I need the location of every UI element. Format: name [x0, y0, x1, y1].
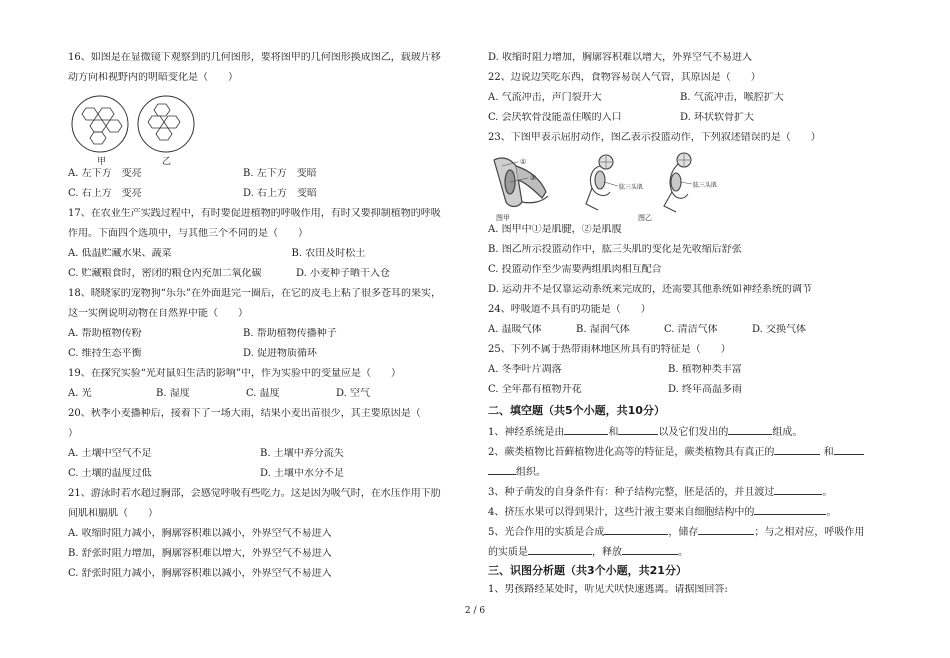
- q24-option-d[interactable]: D. 交换气体: [752, 324, 807, 335]
- q20-option-a[interactable]: A. 土壤中空气不足: [68, 448, 152, 459]
- q21-option-a[interactable]: A. 收缩时阻力减小，胸廓容积难以减小，外界空气不易进入: [68, 528, 332, 539]
- fill-2-blank-1[interactable]: [774, 444, 820, 455]
- q16-option-b[interactable]: B. 左下方 变暗: [243, 168, 317, 179]
- q25-option-c[interactable]: C. 全年都有植物开花: [488, 384, 582, 395]
- q17-option-a[interactable]: A. 低温贮藏水果、蔬菜: [68, 248, 172, 259]
- q21-stem-cont: 间肌和膈肌（ ）: [68, 508, 158, 519]
- fill-1-text-c: 以及它们发出的: [658, 427, 729, 438]
- q17-options-2: [68, 268, 468, 288]
- q17-option-c[interactable]: C. 贮藏粮食时，密闭的粮仓内充加二氧化碳: [68, 268, 262, 279]
- q19-option-b[interactable]: B. 湿度: [156, 388, 190, 399]
- fill-4-text-b: 。: [826, 507, 837, 518]
- fill-5-blank-3[interactable]: [528, 544, 592, 555]
- fig23-label-b: 图乙: [638, 214, 652, 222]
- section-2-title: 二、填空题（共5个小题，共10分）: [488, 404, 665, 417]
- q23-option-d[interactable]: D. 运动并不是仅靠运动系统来完成的，还需要其他系统如神经系统的调节: [488, 284, 813, 295]
- q21-option-b[interactable]: B. 舒张时阻力增加，胸廓容积难以增大，外界空气不易进入: [68, 548, 332, 559]
- fig23-muscle-label-b: 肱三头肌: [693, 182, 718, 189]
- q25-option-d[interactable]: D. 终年高温多雨: [668, 384, 743, 395]
- q18-stem: 18、晓晓家的宠物狗“乐乐”在外面逛完一圈后，在它的皮毛上粘了很多苍耳的果实，: [68, 288, 441, 299]
- q19-stem: 19、在探究实验“光对鼠妇生活的影响”中，作为实验中的变量应是（ ）: [68, 368, 401, 379]
- fig23-label-a: 图甲: [496, 214, 510, 222]
- fill-1-blank-1[interactable]: [564, 424, 608, 435]
- fill-2-text-b: 和: [823, 447, 834, 458]
- q25-option-b[interactable]: B. 植物种类丰富: [668, 364, 742, 375]
- q23-stem: 23、下图甲表示屈肘动作，图乙表示投篮动作，下列叙述错误的是（ ）: [488, 132, 821, 143]
- q25-options-2: [488, 384, 884, 404]
- fill-2-blank-3[interactable]: [488, 464, 516, 475]
- q18-option-d[interactable]: D. 促进物质循环: [243, 348, 318, 359]
- q24-options: [488, 324, 884, 344]
- fill-5-blank-4[interactable]: [622, 544, 678, 555]
- fill-3-text-a: 3、种子萌发的自身条件有：种子结构完整，胚是活的，并且渡过: [488, 487, 775, 498]
- q20-stem: 20、秋季小麦播种后，接着下了一场大雨，结果小麦出苗很少，其主要原因是（: [68, 408, 421, 419]
- fill-5-text-d: 的实质是: [488, 547, 528, 558]
- q16-options: [68, 168, 468, 188]
- fill-4: [488, 504, 884, 524]
- fill-1-blank-2[interactable]: [618, 424, 658, 435]
- q18-option-a[interactable]: A. 帮助植物传粉: [68, 328, 142, 339]
- q23-figure: [488, 152, 884, 224]
- q20-options-2: [68, 468, 468, 488]
- fill-2-blank-2[interactable]: [834, 444, 864, 455]
- arm-muscle-figure: [488, 152, 728, 224]
- q21-stem: 21、游泳时若水超过胸部，会感觉呼吸有些吃力。这是因为吸气时，在水压作用下肋: [68, 488, 441, 499]
- q19-option-a[interactable]: A. 光: [68, 388, 92, 399]
- q18-stem-cont: 这一实例说明动物在自然界中能（ ）: [68, 308, 248, 319]
- fill-1-blank-3[interactable]: [728, 424, 772, 435]
- fill-5-cont: [488, 544, 884, 564]
- fill-1: [488, 424, 884, 444]
- q24-option-a[interactable]: A. 温暖气体: [488, 324, 542, 335]
- q25-option-a[interactable]: A. 冬季叶片凋落: [488, 364, 562, 375]
- q22-option-a[interactable]: A. 气流冲击，声门裂开大: [488, 92, 602, 103]
- microscope-field-figure: [68, 92, 198, 168]
- q24-option-b[interactable]: B. 湿润气体: [576, 324, 630, 335]
- fig23-muscle-label-a: 肱三头肌: [619, 184, 644, 191]
- fill-5-text-f: 。: [678, 547, 688, 558]
- q17-option-b[interactable]: B. 农田及时松土: [291, 248, 366, 259]
- fill-3-text-b: 。: [822, 487, 833, 498]
- fill-5-text-a: 5、光合作用的实质是合成: [488, 527, 605, 538]
- q16-options-2: [68, 188, 468, 208]
- right-column: [488, 52, 884, 604]
- fill-5-text-e: ，释放: [592, 547, 622, 558]
- q20-option-d[interactable]: D. 土壤中水分不足: [260, 468, 345, 479]
- fig23-marker-1: ①: [520, 158, 527, 166]
- q17-options: [68, 248, 468, 268]
- q23-option-b[interactable]: B. 图乙所示投篮动作中，肱三头肌的变化是先收缩后舒张: [488, 244, 742, 255]
- fill-5-text-c: ；与之相对应，呼吸作用: [754, 527, 865, 538]
- q17-stem-cont: 作用。下面四个选项中，与其他三个不同的是（ ）: [68, 228, 308, 239]
- q23-option-c[interactable]: C. 投篮动作至少需要两组肌肉相互配合: [488, 264, 662, 275]
- q25-stem: 25、下列不属于热带雨林地区所具有的特征是（ ）: [488, 344, 731, 355]
- fill-2-text-a: 2、蕨类植物比苔藓植物进化高等的特征是，蕨类植物具有真正的: [488, 447, 775, 458]
- q19-option-c[interactable]: C. 温度: [246, 388, 280, 399]
- q18-options-2: [68, 348, 468, 368]
- q25-options: [488, 364, 884, 384]
- fill-4-blank-1[interactable]: [754, 504, 826, 515]
- q24-stem: 24、呼吸道不具有的功能是（ ）: [488, 304, 651, 315]
- fill-5-blank-2[interactable]: [698, 524, 754, 535]
- q20-stem-cont: ）: [68, 428, 78, 439]
- fill-1-text-d: 组成。: [772, 427, 803, 438]
- q17-option-d[interactable]: D. 小麦种子晒干入仓: [296, 268, 391, 279]
- q16-option-a[interactable]: A. 左下方 变亮: [68, 168, 142, 179]
- q16-option-d[interactable]: D. 右上方 变暗: [243, 188, 318, 199]
- q16-stem: 16、如图是在显微镜下观察到的几何图形，要将图甲的几何图形换成图乙，载玻片移: [68, 52, 441, 63]
- q22-option-b[interactable]: B. 气流冲击，喉腔扩大: [680, 92, 784, 103]
- q16-figure: [68, 92, 468, 168]
- s1-stem: 1、男孩路经某处时，听见犬吠快速逃离。请据图回答:: [488, 584, 728, 595]
- fill-2: [488, 444, 884, 464]
- q21-option-c[interactable]: C. 舒张时阻力减小，胸廓容积难以减小，外界空气不易进入: [68, 568, 332, 579]
- page-number: 2 / 6: [464, 606, 486, 616]
- fill-2-text-c: 组织。: [516, 467, 546, 478]
- q22-option-d[interactable]: D. 环状软骨扩大: [680, 112, 755, 123]
- q16-option-c[interactable]: C. 右上方 变亮: [68, 188, 142, 199]
- q22-stem: 22、边说边笑吃东西，食物容易误入气管，其原因是（ ）: [488, 72, 761, 83]
- q16-stem-cont: 动方向和视野内的明暗变化是（ ）: [68, 72, 238, 83]
- fill-1-text-b: 和: [608, 427, 619, 438]
- section-3-title: 三、识图分析题（共3个小题，共21分）: [488, 564, 687, 577]
- q20-option-c[interactable]: C. 土壤的温度过低: [68, 468, 152, 479]
- fill-2-cont: [488, 464, 884, 484]
- q20-option-b[interactable]: B. 土壤中养分流失: [260, 448, 344, 459]
- fig16-label-a: 甲: [97, 157, 107, 167]
- q22-options: [488, 92, 884, 112]
- fill-5-blank-1[interactable]: [604, 524, 668, 535]
- q19-option-d[interactable]: D. 空气: [336, 388, 371, 399]
- q22-options-2: [488, 112, 884, 132]
- fig16-label-b: 乙: [162, 157, 172, 167]
- q22-option-c[interactable]: C. 会厌软骨没能盖住喉的入口: [488, 112, 622, 123]
- fill-5-text-b: ，储存: [668, 527, 699, 538]
- fig23-marker-2: ②: [530, 174, 537, 182]
- q21-option-d[interactable]: D. 收缩时阻力增加，胸廓容积难以增大，外界空气不易进入: [488, 52, 753, 63]
- fill-4-text-a: 4、挤压水果可以得到果汁，这些汁液主要来自细胞结构中的: [488, 507, 755, 518]
- fill-1-text-a: 1、神经系统是由: [488, 427, 565, 438]
- left-column: [68, 52, 468, 588]
- q23-option-a[interactable]: A. 图甲中①是肌腱，②是肌腹: [488, 224, 622, 235]
- fill-3-blank-1[interactable]: [774, 484, 822, 495]
- q18-options: [68, 328, 468, 348]
- fill-5: [488, 524, 884, 544]
- fill-3: [488, 484, 884, 504]
- q17-stem: 17、在农业生产实践过程中，有时要促进植物的呼吸作用，有时又要抑制植物的呼吸: [68, 208, 441, 219]
- q18-option-b[interactable]: B. 帮助植物传播种子: [243, 328, 337, 339]
- q20-options: [68, 448, 468, 468]
- q18-option-c[interactable]: C. 维持生态平衡: [68, 348, 142, 359]
- q19-options: [68, 388, 468, 408]
- q24-option-c[interactable]: C. 清洁气体: [664, 324, 718, 335]
